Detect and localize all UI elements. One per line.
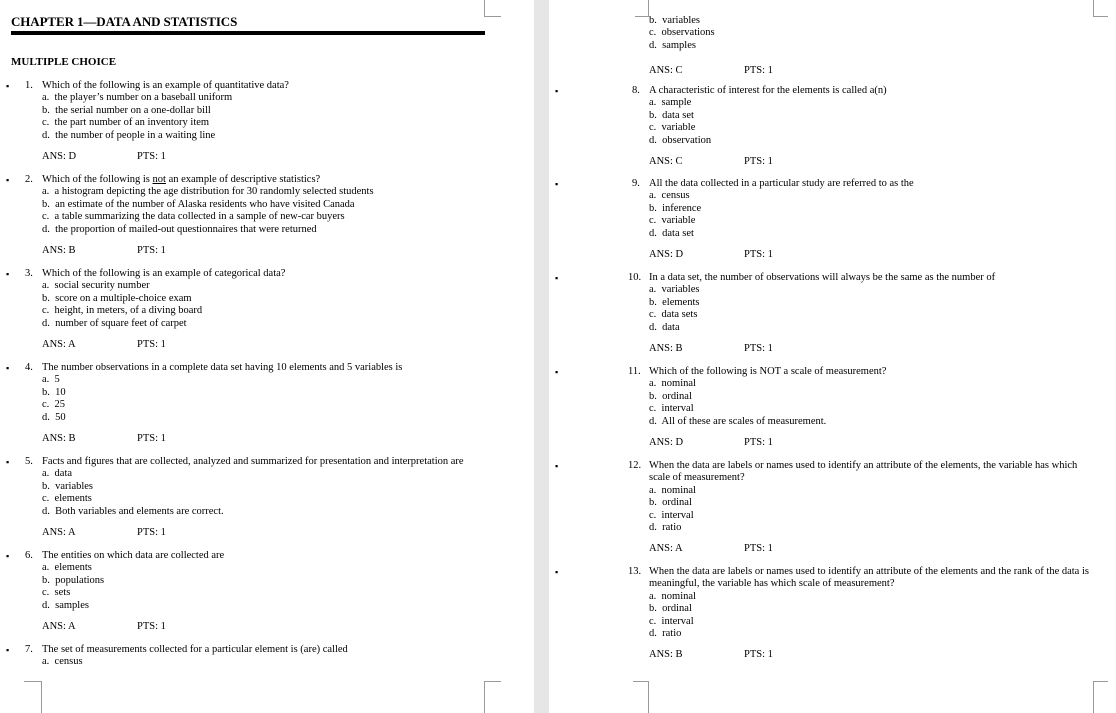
option-d <box>649 416 1089 428</box>
question-11 <box>555 366 1089 449</box>
option-c <box>42 211 482 223</box>
points-value: PTS: 1 <box>744 65 773 77</box>
option-text: variables <box>55 480 94 492</box>
answer-line <box>649 156 1089 168</box>
option-text: populations <box>55 574 105 586</box>
option-c <box>649 403 1089 415</box>
option-d <box>649 628 1089 640</box>
option-letter: a. <box>649 484 657 496</box>
question-text: The entities on which data are collected are <box>42 550 225 561</box>
option-letter: d. <box>649 628 657 640</box>
option-text: 10 <box>55 386 66 398</box>
option-c <box>42 587 482 599</box>
question-number: 5. <box>25 456 33 467</box>
option-c <box>649 122 1089 134</box>
option-text: ordinal <box>662 497 692 509</box>
answer-line <box>42 339 482 351</box>
option-b <box>649 603 1089 615</box>
option-text: 50 <box>55 411 66 423</box>
option-letter: b. <box>649 497 657 509</box>
option-letter: a. <box>42 92 50 104</box>
points-value: PTS: 1 <box>137 433 166 445</box>
answer-key: ANS: A <box>42 527 76 539</box>
option-c <box>42 305 482 317</box>
option-d <box>42 600 482 612</box>
option-letter: c. <box>42 211 50 223</box>
option-letter: b. <box>649 603 657 615</box>
option-d <box>649 228 1089 240</box>
option-text: the proportion of mailed-out questionnaires that were returned <box>55 223 317 235</box>
answer-line <box>649 343 1089 355</box>
option-text: samples <box>55 599 89 611</box>
option-text: All of these are scales of measurement. <box>661 415 827 427</box>
question-13 <box>555 566 1089 661</box>
option-b <box>649 391 1089 403</box>
option-text: ordinal <box>662 390 692 402</box>
option-d <box>42 506 482 518</box>
option-letter: a. <box>649 378 657 390</box>
option-text: ratio <box>662 522 682 534</box>
option-text: score on a multiple-choice exam <box>55 292 192 304</box>
question-6 <box>6 550 482 633</box>
option-text: the player’s number on a baseball uniform <box>54 92 233 104</box>
crop-mark-top-right <box>1093 0 1108 17</box>
option-text: elements <box>54 493 92 505</box>
answer-key: ANS: C <box>649 65 683 77</box>
points-value: PTS: 1 <box>137 245 166 257</box>
option-a <box>42 92 482 104</box>
answer-line <box>649 649 1089 661</box>
answer-key: ANS: A <box>42 621 76 633</box>
question-text: Which of the following is an example of categorical data? <box>42 268 286 279</box>
option-letter: a. <box>649 190 657 202</box>
option-b <box>649 497 1089 509</box>
option-text: ratio <box>662 628 682 640</box>
option-d <box>649 40 1089 52</box>
question-stem <box>632 178 1089 190</box>
option-letter: c. <box>649 215 657 227</box>
question-text: Facts and figures that are collected, analyzed and summarized for presentation and interpretation are <box>42 456 464 467</box>
answer-key: ANS: D <box>42 151 77 163</box>
question-text: The number observations in a complete data set having 10 elements and 5 variables is <box>42 362 403 373</box>
question-7-continued <box>649 15 1089 77</box>
list-bullet: ▪ <box>6 269 10 279</box>
option-a <box>649 591 1089 603</box>
option-letter: b. <box>649 390 657 402</box>
option-text: the part number of an inventory item <box>54 117 210 129</box>
option-letter: a. <box>649 97 657 109</box>
option-d <box>42 224 482 236</box>
option-letter: d. <box>649 227 657 239</box>
option-letter: a. <box>42 656 50 668</box>
option-a <box>649 485 1089 497</box>
points-value: PTS: 1 <box>744 343 773 355</box>
option-d <box>649 322 1089 334</box>
question-text-after: an example of descriptive statistics? <box>165 174 321 185</box>
option-b <box>42 105 482 117</box>
option-text: an estimate of the number of Alaska residents who have visited Canada <box>55 198 355 210</box>
question-number: 1. <box>25 80 33 91</box>
option-a <box>649 284 1089 296</box>
option-text: samples <box>662 39 696 51</box>
option-text: elements <box>662 296 700 308</box>
option-text: data <box>54 468 73 480</box>
option-letter: b. <box>42 292 50 304</box>
option-text: variables <box>662 15 701 26</box>
question-8 <box>555 85 1089 168</box>
crop-mark-top-right <box>484 0 501 17</box>
option-d <box>649 522 1089 534</box>
option-d <box>649 135 1089 147</box>
answer-key: ANS: C <box>649 156 683 168</box>
points-value: PTS: 1 <box>744 249 773 261</box>
option-letter: d. <box>42 411 50 423</box>
question-stem <box>628 366 1089 378</box>
option-text: nominal <box>661 378 696 390</box>
option-letter: c. <box>42 587 50 599</box>
option-letter: c. <box>649 615 657 627</box>
points-value: PTS: 1 <box>137 339 166 351</box>
option-a <box>42 562 482 574</box>
option-text: ordinal <box>662 603 692 615</box>
question-stem <box>25 456 482 468</box>
question-number: 4. <box>25 362 33 373</box>
crop-mark-bottom-right <box>1093 681 1108 713</box>
chapter-title: CHAPTER 1—DATA AND STATISTICS <box>11 14 238 29</box>
option-text: a table summarizing the data collected in a sample of new-car buyers <box>54 211 345 223</box>
list-bullet: ▪ <box>6 551 10 561</box>
option-letter: d. <box>42 129 50 141</box>
option-letter: b. <box>42 480 50 492</box>
question-number: 11. <box>628 366 641 377</box>
option-text: variables <box>661 284 700 296</box>
option-letter: b. <box>649 296 657 308</box>
question-text: In a data set, the number of observations will always be the same as the number of <box>649 272 996 283</box>
points-value: PTS: 1 <box>137 621 166 633</box>
points-value: PTS: 1 <box>744 156 773 168</box>
answer-key: ANS: B <box>42 433 76 445</box>
option-letter: d. <box>649 415 657 427</box>
option-d <box>42 412 482 424</box>
list-bullet: ▪ <box>6 645 10 655</box>
option-letter: c. <box>649 27 657 39</box>
answer-line <box>649 437 1089 449</box>
option-d <box>42 318 482 330</box>
answer-line <box>42 527 482 539</box>
list-bullet: ▪ <box>555 461 559 471</box>
question-7 <box>6 644 482 669</box>
option-b <box>42 199 482 211</box>
option-b <box>649 15 1089 27</box>
option-letter: c. <box>42 117 50 129</box>
option-letter: d. <box>649 522 657 534</box>
option-b <box>42 293 482 305</box>
option-a <box>42 280 482 292</box>
list-bullet: ▪ <box>555 86 559 96</box>
option-letter: a. <box>42 280 50 292</box>
answer-line <box>649 249 1089 261</box>
question-1 <box>6 80 482 163</box>
answer-line <box>42 151 482 163</box>
list-bullet: ▪ <box>555 567 559 577</box>
option-text: height, in meters, of a diving board <box>54 305 203 317</box>
list-bullet: ▪ <box>6 457 10 467</box>
option-b <box>649 203 1089 215</box>
option-c <box>649 215 1089 227</box>
option-text: observation <box>662 134 712 146</box>
crop-mark-bottom-left <box>24 681 42 713</box>
question-number: 2. <box>25 174 33 185</box>
question-stem <box>25 362 482 374</box>
option-text: inference <box>662 202 702 214</box>
option-a <box>42 374 482 386</box>
question-number: 6. <box>25 550 33 561</box>
answer-key: ANS: B <box>649 343 683 355</box>
question-number: 10. <box>628 272 642 283</box>
question-9 <box>555 178 1089 261</box>
option-c <box>649 616 1089 628</box>
question-text: A characteristic of interest for the elements is called a(n) <box>649 85 887 96</box>
question-12 <box>555 460 1089 555</box>
option-text: social security number <box>54 280 150 292</box>
option-letter: d. <box>42 505 50 517</box>
document-page-right <box>549 0 1116 713</box>
option-d <box>42 130 482 142</box>
question-stem <box>25 644 482 656</box>
question-text: When the data are labels or names used to identify an attribute of the elements and the rank of the data is meaningful, the variable has which scale of measurement? <box>649 566 1089 590</box>
option-a <box>42 468 482 480</box>
option-letter: b. <box>42 198 50 210</box>
option-text: nominal <box>661 590 696 602</box>
option-a <box>42 656 482 668</box>
question-text-emphasis: not <box>152 174 166 185</box>
option-letter: c. <box>42 493 50 505</box>
option-text: interval <box>661 509 694 521</box>
list-bullet: ▪ <box>555 179 559 189</box>
list-bullet: ▪ <box>6 363 10 373</box>
option-text: interval <box>661 615 694 627</box>
question-number: 7. <box>25 644 33 655</box>
option-b <box>649 297 1089 309</box>
option-text: sets <box>54 587 71 599</box>
option-a <box>649 378 1089 390</box>
question-text: Which of the following is NOT a scale of measurement? <box>649 366 887 377</box>
question-stem <box>25 80 482 92</box>
option-text: Both variables and elements are correct. <box>55 505 224 517</box>
question-text: The set of measurements collected for a particular element is (are) called <box>42 644 348 655</box>
option-text: interval <box>661 403 694 415</box>
option-c <box>42 117 482 129</box>
option-b <box>42 387 482 399</box>
option-letter: c. <box>649 309 657 321</box>
points-value: PTS: 1 <box>744 649 773 661</box>
list-bullet: ▪ <box>6 175 10 185</box>
option-b <box>649 110 1089 122</box>
answer-line <box>42 245 482 257</box>
option-c <box>649 309 1089 321</box>
question-3 <box>6 268 482 351</box>
option-c <box>649 510 1089 522</box>
option-text: variable <box>661 215 696 227</box>
option-letter: b. <box>649 15 657 26</box>
option-letter: a. <box>42 186 50 198</box>
option-letter: b. <box>649 109 657 121</box>
option-b <box>42 481 482 493</box>
option-text: variable <box>661 122 696 134</box>
question-text: Which of the following is an example of quantitative data? <box>42 80 289 91</box>
question-stem <box>628 272 1089 284</box>
crop-mark-top-left <box>635 0 649 17</box>
question-number: 12. <box>628 460 642 471</box>
option-text: number of square feet of carpet <box>55 317 187 329</box>
answer-line <box>649 543 1089 555</box>
option-text: 25 <box>54 399 66 411</box>
points-value: PTS: 1 <box>744 437 773 449</box>
option-text: data set <box>662 227 694 239</box>
question-stem <box>25 174 482 186</box>
question-stem <box>628 566 1089 591</box>
points-value: PTS: 1 <box>137 151 166 163</box>
question-stem <box>25 268 482 280</box>
option-text: observations <box>661 27 715 39</box>
option-c <box>42 493 482 505</box>
option-letter: c. <box>649 509 657 521</box>
title-rule <box>11 31 485 35</box>
option-text: data sets <box>661 309 698 321</box>
option-letter: d. <box>649 321 657 333</box>
section-title: MULTIPLE CHOICE <box>11 56 117 68</box>
question-stem <box>25 550 482 562</box>
option-letter: b. <box>42 574 50 586</box>
option-letter: c. <box>42 399 50 411</box>
question-stem <box>632 85 1089 97</box>
option-a <box>649 97 1089 109</box>
list-bullet: ▪ <box>6 81 10 91</box>
option-text: data <box>662 321 680 333</box>
question-text: When the data are labels or names used to identify an attribute of the elements, the variable has which scale of measurement? <box>649 460 1078 484</box>
question-text: All the data collected in a particular study are referred to as the <box>649 178 914 189</box>
option-letter: d. <box>42 599 50 611</box>
option-a <box>42 186 482 198</box>
question-5 <box>6 456 482 539</box>
points-value: PTS: 1 <box>744 543 773 555</box>
option-letter: c. <box>649 122 657 134</box>
points-value: PTS: 1 <box>137 527 166 539</box>
answer-line <box>649 65 1089 77</box>
question-10 <box>555 272 1089 355</box>
question-number: 8. <box>632 85 640 96</box>
option-letter: d. <box>649 39 657 51</box>
option-letter: d. <box>42 317 50 329</box>
question-number: 9. <box>632 178 640 189</box>
answer-key: ANS: A <box>649 543 683 555</box>
document-page-left <box>0 0 534 713</box>
crop-mark-bottom-left <box>633 681 649 713</box>
option-letter: a. <box>649 590 657 602</box>
option-letter: d. <box>42 223 50 235</box>
option-text: a histogram depicting the age distribution for 30 randomly selected students <box>54 186 374 198</box>
option-letter: a. <box>42 468 50 480</box>
option-text: the number of people in a waiting line <box>55 129 216 141</box>
option-letter: b. <box>42 386 50 398</box>
option-text: census <box>54 656 83 668</box>
option-text: elements <box>54 562 92 574</box>
question-text-before: Which of the following is <box>42 174 153 185</box>
question-stem <box>628 460 1089 485</box>
option-text: data set <box>662 109 694 121</box>
option-c <box>42 399 482 411</box>
answer-line <box>42 621 482 633</box>
option-letter: b. <box>42 104 50 116</box>
question-2 <box>6 174 482 257</box>
answer-key: ANS: D <box>649 437 684 449</box>
answer-key: ANS: B <box>42 245 76 257</box>
option-text: the serial number on a one-dollar bill <box>55 104 211 116</box>
option-text: nominal <box>661 484 696 496</box>
option-letter: a. <box>42 374 50 386</box>
option-b <box>42 575 482 587</box>
answer-line <box>42 433 482 445</box>
option-text: sample <box>661 97 692 109</box>
option-letter: b. <box>649 202 657 214</box>
list-bullet: ▪ <box>555 367 559 377</box>
option-text: census <box>661 190 690 202</box>
answer-key: ANS: B <box>649 649 683 661</box>
option-letter: c. <box>649 403 657 415</box>
crop-mark-bottom-right <box>484 681 501 713</box>
list-bullet: ▪ <box>555 273 559 283</box>
question-number: 13. <box>628 566 642 577</box>
option-text: 5 <box>54 374 60 386</box>
option-letter: a. <box>649 284 657 296</box>
option-letter: d. <box>649 134 657 146</box>
option-letter: c. <box>42 305 50 317</box>
question-4 <box>6 362 482 445</box>
option-c <box>649 27 1089 39</box>
answer-key: ANS: A <box>42 339 76 351</box>
option-a <box>649 190 1089 202</box>
option-letter: a. <box>42 562 50 574</box>
answer-key: ANS: D <box>649 249 684 261</box>
question-number: 3. <box>25 268 33 279</box>
